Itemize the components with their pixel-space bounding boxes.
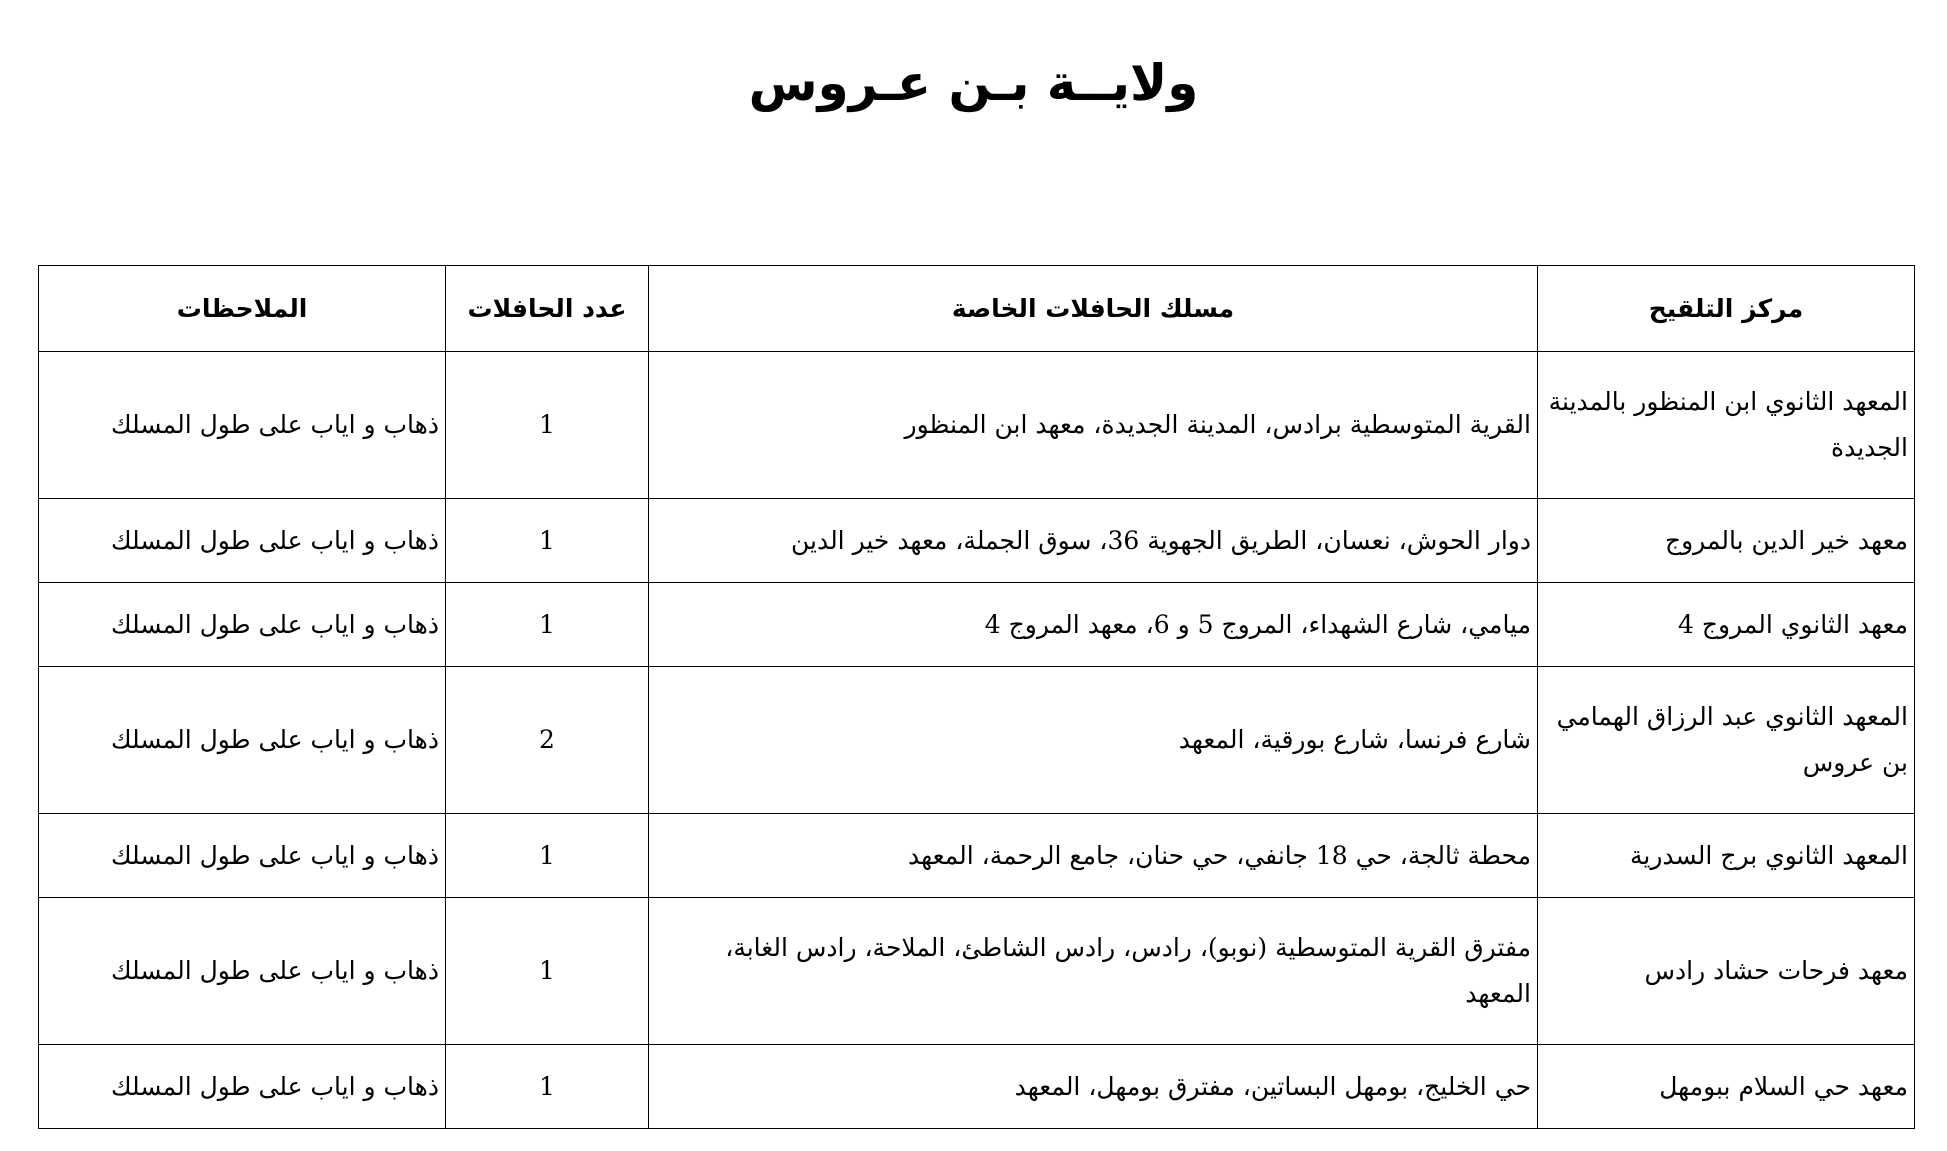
header-vaccination-center: مركز التلقيح — [1538, 266, 1915, 352]
cell-center: المعهد الثانوي برج السدرية — [1538, 814, 1915, 898]
bus-routes-table — [38, 265, 1915, 1129]
cell-notes: ذهاب و اياب على طول المسلك — [39, 499, 446, 583]
header-bus-count: عدد الحافلات — [446, 266, 649, 352]
header-bus-route: مسلك الحافلات الخاصة — [649, 266, 1538, 352]
cell-route: شارع فرنسا، شارع بورقية، المعهد — [649, 667, 1538, 814]
cell-count: 2 — [446, 667, 649, 814]
cell-route: حي الخليج، بومهل البساتين، مفترق بومهل، المعهد — [649, 1045, 1538, 1129]
cell-center: المعهد الثانوي عبد الرزاق الهمامي بن عروس — [1538, 667, 1915, 814]
cell-count: 1 — [446, 814, 649, 898]
table-row — [39, 814, 1915, 898]
cell-notes: ذهاب و اياب على طول المسلك — [39, 583, 446, 667]
cell-center: معهد فرحات حشاد رادس — [1538, 898, 1915, 1045]
page-title: ولايــة بـن عـروس — [748, 54, 1199, 112]
table-row — [39, 499, 1915, 583]
cell-notes: ذهاب و اياب على طول المسلك — [39, 352, 446, 499]
cell-route: ميامي، شارع الشهداء، المروج 5 و 6، معهد المروج 4 — [649, 583, 1538, 667]
cell-center: المعهد الثانوي ابن المنظور بالمدينة الجديدة — [1538, 352, 1915, 499]
cell-count: 1 — [446, 1045, 649, 1129]
cell-count: 1 — [446, 898, 649, 1045]
cell-center: معهد خير الدين بالمروج — [1538, 499, 1915, 583]
cell-route: القرية المتوسطية برادس، المدينة الجديدة، معهد ابن المنظور — [649, 352, 1538, 499]
cell-center: معهد حي السلام ببومهل — [1538, 1045, 1915, 1129]
table-row — [39, 667, 1915, 814]
table-row — [39, 352, 1915, 499]
cell-notes: ذهاب و اياب على طول المسلك — [39, 667, 446, 814]
cell-count: 1 — [446, 583, 649, 667]
table-row — [39, 1045, 1915, 1129]
cell-route: دوار الحوش، نعسان، الطريق الجهوية 36، سوق الجملة، معهد خير الدين — [649, 499, 1538, 583]
cell-route: محطة ثالجة، حي 18 جانفي، حي حنان، جامع الرحمة، المعهد — [649, 814, 1538, 898]
cell-notes: ذهاب و اياب على طول المسلك — [39, 898, 446, 1045]
cell-route: مفترق القرية المتوسطية (نوبو)، رادس، رادس الشاطئ، الملاحة، رادس الغابة، المعهد — [649, 898, 1538, 1045]
cell-count: 1 — [446, 352, 649, 499]
cell-notes: ذهاب و اياب على طول المسلك — [39, 1045, 446, 1129]
cell-center: معهد الثانوي المروج 4 — [1538, 583, 1915, 667]
table-row — [39, 898, 1915, 1045]
cell-count: 1 — [446, 499, 649, 583]
header-notes: الملاحظات — [39, 266, 446, 352]
cell-notes: ذهاب و اياب على طول المسلك — [39, 814, 446, 898]
table-row — [39, 583, 1915, 667]
table-header-row — [39, 266, 1915, 352]
